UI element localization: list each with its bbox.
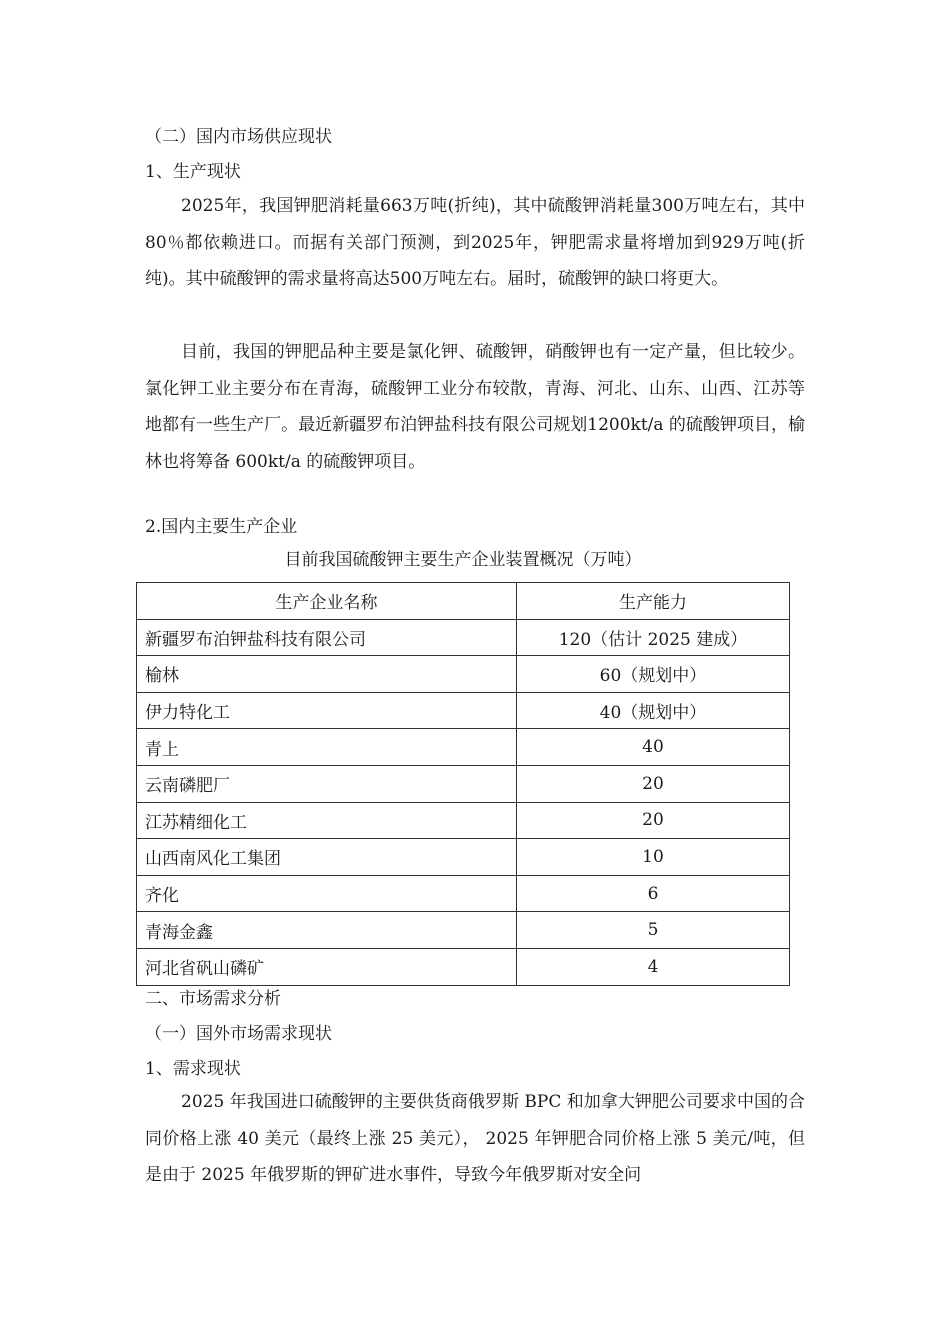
company-name-cell: 青上	[137, 729, 517, 766]
column-header-company: 生产企业名称	[137, 583, 517, 620]
table-row	[137, 656, 790, 693]
company-name-cell: 齐化	[137, 875, 517, 912]
capacity-cell: 4	[517, 948, 790, 985]
table-caption: 目前我国硫酸钾主要生产企业装置概况（万吨）	[284, 550, 642, 570]
company-name-cell: 榆林	[137, 656, 517, 693]
capacity-cell: 60（规划中）	[517, 656, 790, 693]
table-row	[137, 802, 790, 839]
table-row	[137, 948, 790, 985]
paragraph-consumption: 2025年，我国钾肥消耗量663万吨(折纯)，其中硫酸钾消耗量300万吨左右，其中80％都依赖进口。而据有关部门预测，到2025年，钾肥需求量将增加到929万吨(折纯)。其中硫酸钾的需求量将高达500万吨左右。届时，硫酸钾的缺口将更大。	[145, 196, 805, 289]
company-name-cell: 伊力特化工	[137, 692, 517, 729]
subheading-production-status: 1、生产现状	[145, 162, 241, 182]
table-row	[137, 839, 790, 876]
company-name-cell: 江苏精细化工	[137, 802, 517, 839]
company-name-cell: 山西南风化工集团	[137, 839, 517, 876]
section-heading-domestic-supply: （二）国内市场供应现状	[145, 127, 332, 147]
section-heading-market-demand: 二、市场需求分析	[145, 989, 281, 1009]
company-name-cell: 云南磷肥厂	[137, 765, 517, 802]
table-row	[137, 765, 790, 802]
capacity-cell: 5	[517, 912, 790, 949]
company-name-cell: 青海金鑫	[137, 912, 517, 949]
table-header-row	[137, 583, 790, 620]
table-row	[137, 692, 790, 729]
subheading-demand-status: 1、需求现状	[145, 1059, 241, 1079]
table-row	[137, 912, 790, 949]
capacity-cell: 120（估计 2025 建成）	[517, 619, 790, 656]
capacity-cell: 20	[517, 765, 790, 802]
section-heading-foreign-demand: （一）国外市场需求现状	[145, 1024, 332, 1044]
capacity-cell: 40	[517, 729, 790, 766]
subheading-major-producers: 2.国内主要生产企业	[145, 517, 298, 537]
table-row	[137, 875, 790, 912]
capacity-cell: 40（规划中）	[517, 692, 790, 729]
producer-capacity-table	[136, 582, 790, 986]
table-row	[137, 729, 790, 766]
capacity-cell: 20	[517, 802, 790, 839]
company-name-cell: 新疆罗布泊钾盐科技有限公司	[137, 619, 517, 656]
paragraph-imports: 2025 年我国进口硫酸钾的主要供货商俄罗斯 BPC 和加拿大钾肥公司要求中国的合同价格上涨 40 美元（最终上涨 25 美元）， 2025 年钾肥合同价格上涨 5 美元/吨，但是由于 2025 年俄罗斯的钾矿进水事件，导致今年俄罗斯对安全问	[145, 1092, 805, 1185]
paragraph-varieties: 目前，我国的钾肥品种主要是氯化钾、硫酸钾，硝酸钾也有一定产量，但比较少。氯化钾工业主要分布在青海，硫酸钾工业分布较散，青海、河北、山东、山西、江苏等地都有一些生产厂。最近新疆罗布泊钾盐科技有限公司规划1200kt/a 的硫酸钾项目，榆林也将筹备 600kt/a 的硫酸钾项目。	[145, 342, 805, 472]
column-header-capacity: 生产能力	[517, 583, 790, 620]
company-name-cell: 河北省矾山磷矿	[137, 948, 517, 985]
capacity-cell: 6	[517, 875, 790, 912]
capacity-cell: 10	[517, 839, 790, 876]
table-row	[137, 619, 790, 656]
